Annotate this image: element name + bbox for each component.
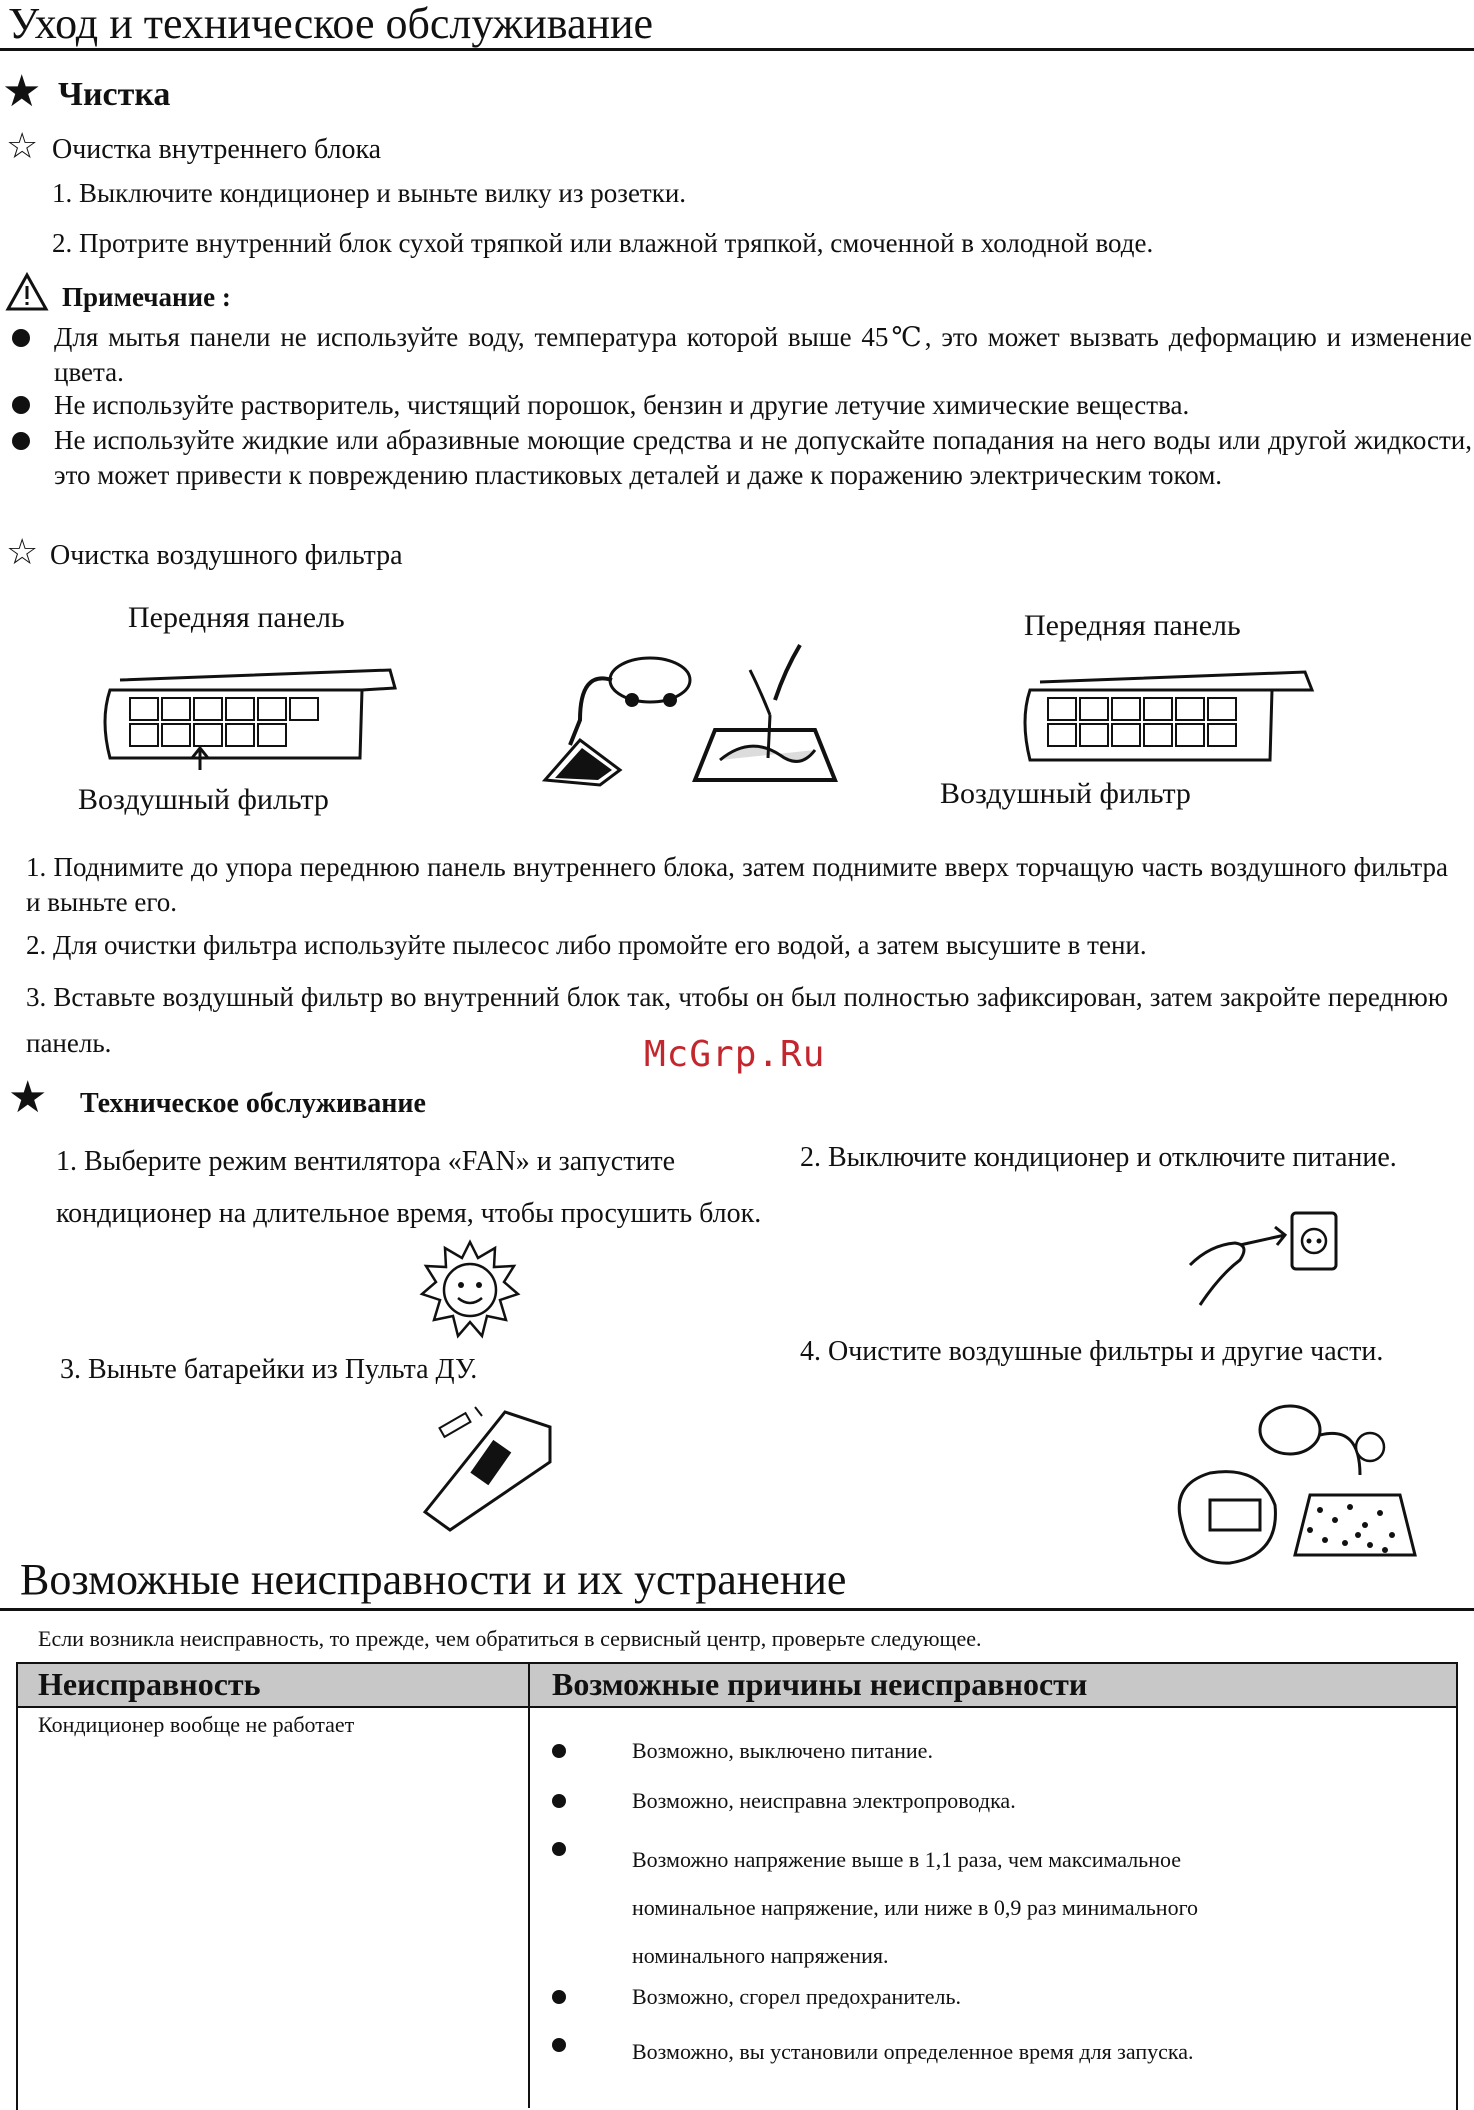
- cause-bullet-2: [552, 1794, 566, 1808]
- filter-step-2: 2. Для очистки фильтра используйте пылесос либо промойте его водой, а затем высушите в тени.: [26, 930, 1147, 960]
- filter-step-3: 3. Вставьте воздушный фильтр во внутренний блок так, чтобы он был полностью зафиксирован, затем закройте переднюю панель.: [26, 982, 1448, 1058]
- maintenance-step-1: 1. Выберите режим вентилятора «FAN» и запустите кондиционер на длительное время, чтобы просушить блок.: [56, 1146, 762, 1229]
- cause-bullet-1: [552, 1744, 566, 1758]
- note-bullet-2: [12, 396, 30, 414]
- indoor-unit-filter-illustration: [100, 650, 400, 780]
- indoor-step-1: 1. Выключите кондиционер и выньте вилку из розетки.: [52, 178, 687, 208]
- maintenance-step-2: 2. Выключите кондиционер и отключите питание.: [800, 1142, 1397, 1173]
- troubleshooting-title: Возможные неисправности и их устранение: [20, 1555, 847, 1604]
- indoor-cleaning-title: Очистка внутреннего блока: [52, 134, 382, 165]
- white-star-icon: ☆: [6, 532, 39, 572]
- warning-triangle-icon: [6, 272, 48, 312]
- cause-bullet-3: [552, 1842, 566, 1856]
- remote-battery-icon: [420, 1402, 560, 1532]
- filter-step-1: 1. Поднимите до упора переднюю панель внутреннего блока, затем поднимите вверх торчащую часть воздушного фильтра и выньте его.: [26, 852, 1448, 917]
- sun-icon: [420, 1240, 520, 1340]
- note-item-2: Не используйте растворитель, чистящий порошок, бензин и другие летучие химические вещества.: [54, 390, 1190, 420]
- maintenance-step-4: 4. Очистите воздушные фильтры и другие части.: [800, 1336, 1384, 1367]
- cause-item-5: Возможно, вы установили определенное время для запуска.: [632, 2039, 1194, 2064]
- front-panel-label-left: Передняя панель: [128, 601, 345, 634]
- air-filter-label-right: Воздушный фильтр: [940, 777, 1191, 810]
- table-header-divider: [16, 1706, 1456, 1708]
- troubleshooting-intro: Если возникла неисправность, то прежде, чем обратиться в сервисный центр, проверьте следующее.: [38, 1626, 982, 1651]
- cleaning-heading: Чистка: [58, 76, 171, 113]
- table-cell-fault: Кондиционер вообще не работает: [38, 1712, 355, 1737]
- front-panel-label-right: Передняя панель: [1024, 609, 1241, 642]
- air-filter-label-left: Воздушный фильтр: [78, 783, 329, 816]
- unplug-icon: [1180, 1205, 1340, 1315]
- watermark: McGrp.Ru: [644, 1034, 826, 1075]
- cause-bullet-5: [552, 2038, 566, 2052]
- table-header-causes: Возможные причины неисправности: [552, 1666, 1088, 1702]
- cause-item-1: Возможно, выключено питание.: [632, 1738, 933, 1763]
- white-star-icon: ☆: [6, 126, 39, 166]
- indoor-step-2: 2. Протрите внутренний блок сухой тряпкой или влажной тряпкой, смоченной в холодной воде.: [52, 228, 1154, 258]
- note-item-1: Для мытья панели не используйте воду, температура которой выше 45℃, это может вызвать деформацию и изменение цвета.: [54, 322, 1472, 387]
- vacuum-cleaner-icon: [540, 650, 700, 790]
- cleaning-parts-icon: [1170, 1395, 1420, 1570]
- table-column-divider: [528, 1664, 530, 2108]
- cause-item-4: Возможно, сгорел предохранитель.: [632, 1984, 961, 2009]
- troubleshooting-rule: [0, 1608, 1474, 1611]
- maintenance-heading: Техническое обслуживание: [80, 1088, 426, 1119]
- cause-item-2: Возможно, неисправна электропроводка.: [632, 1788, 1016, 1813]
- table-header-fault: Неисправность: [38, 1666, 261, 1702]
- indoor-unit-filter-insert-illustration: [1020, 660, 1320, 780]
- note-bullet-1: [12, 329, 30, 347]
- note-label: Примечание :: [62, 282, 231, 312]
- black-star-icon: ★: [2, 67, 42, 116]
- cause-bullet-4: [552, 1990, 566, 2004]
- title-rule: [0, 48, 1474, 51]
- black-star-icon: ★: [8, 1073, 48, 1122]
- washing-filter-icon: [690, 640, 840, 790]
- note-item-3: Не используйте жидкие или абразивные моющие средства и не допускайте попадания на него воды или другой жидкости, это может привести к повреждению пластиковых деталей и даже к поражению электрическим током.: [54, 425, 1472, 490]
- page-title: Уход и техническое обслуживание: [8, 0, 654, 48]
- maintenance-step-3: 3. Выньте батарейки из Пульта ДУ.: [60, 1354, 478, 1385]
- filter-cleaning-title: Очистка воздушного фильтра: [50, 540, 403, 571]
- cause-item-3: Возможно напряжение выше в 1,1 раза, чем максимальное номинальное напряжение, или ниже в 0,9 раз минимального номинального напряжения.: [632, 1847, 1199, 1968]
- note-bullet-3: [12, 432, 30, 450]
